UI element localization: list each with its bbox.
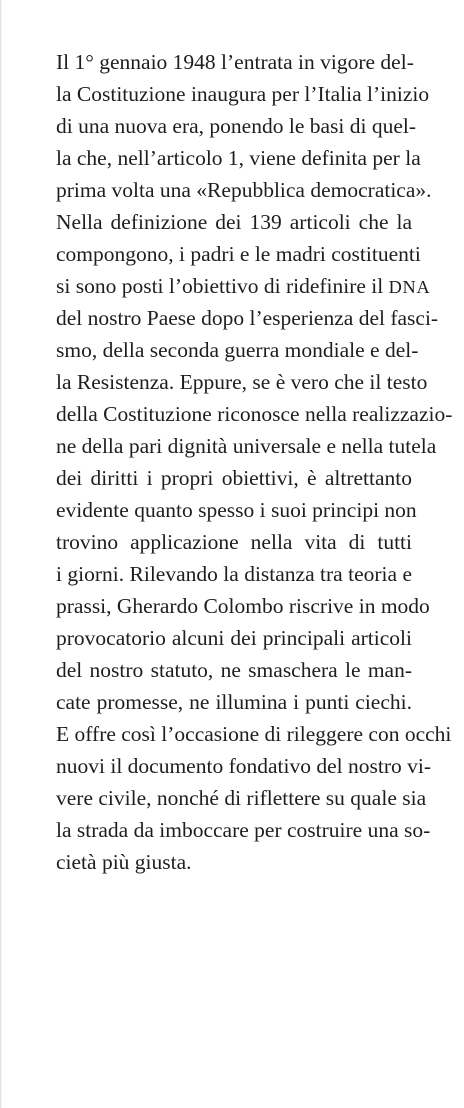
text-line: trovino applicazione nella vita di tutti <box>56 530 412 554</box>
text-line: del nostro Paese dopo l’esperienza del fasci- <box>56 306 439 330</box>
text-line: Il 1° gennaio 1948 l’entrata in vigore del- <box>56 50 414 74</box>
page-edge-shadow <box>0 0 2 1108</box>
text-line: di una nuova era, ponendo le basi di quel- <box>56 114 417 138</box>
dna-abbreviation: DNA <box>388 277 431 297</box>
text-line: Nella definizione dei 139 articoli che la <box>56 210 412 234</box>
text-line: provocatorio alcuni dei principali articoli <box>56 626 412 650</box>
text-line: la strada da imboccare per costruire una so- <box>56 818 431 842</box>
text-line: prima volta una «Repubblica democratica». <box>56 178 432 202</box>
text-line: ne della pari dignità universale e nella tutela <box>56 434 437 458</box>
text-line: cate promesse, ne illumina i punti ciechi. <box>56 690 412 714</box>
text-line: compongono, i padri e le madri costituenti <box>56 242 421 266</box>
text-line <box>56 270 431 302</box>
text-line: i giorni. Rilevando la distanza tra teoria e <box>56 562 412 586</box>
text-line: dei diritti i propri obiettivi, è altrettanto <box>56 466 412 490</box>
text-line: E offre così l’occasione di rileggere con occhi <box>56 722 452 746</box>
text-line: la Resistenza. Eppure, se è vero che il testo <box>56 370 428 394</box>
text-line: nuovi il documento fondativo del nostro vi- <box>56 754 432 778</box>
text-line: smo, della seconda guerra mondiale e del- <box>56 338 419 362</box>
text-line: vere civile, nonché di riflettere su quale sia <box>56 786 427 810</box>
text-line: la Costituzione inaugura per l’Italia l’inizio <box>56 82 430 106</box>
text-line: del nostro statuto, ne smaschera le man- <box>56 658 412 682</box>
text-line: cietà più giusta. <box>56 850 192 874</box>
text-line-main: si sono posti l’obiettivo di ridefinire il <box>56 274 384 298</box>
text-line: prassi, Gherardo Colombo riscrive in modo <box>56 594 430 618</box>
text-line: evidente quanto spesso i suoi principi non <box>56 498 417 522</box>
synopsis-paragraph <box>56 46 453 878</box>
text-line: della Costituzione riconosce nella realizzazio- <box>56 402 453 426</box>
text-line: la che, nell’articolo 1, viene definita per la <box>56 146 421 170</box>
